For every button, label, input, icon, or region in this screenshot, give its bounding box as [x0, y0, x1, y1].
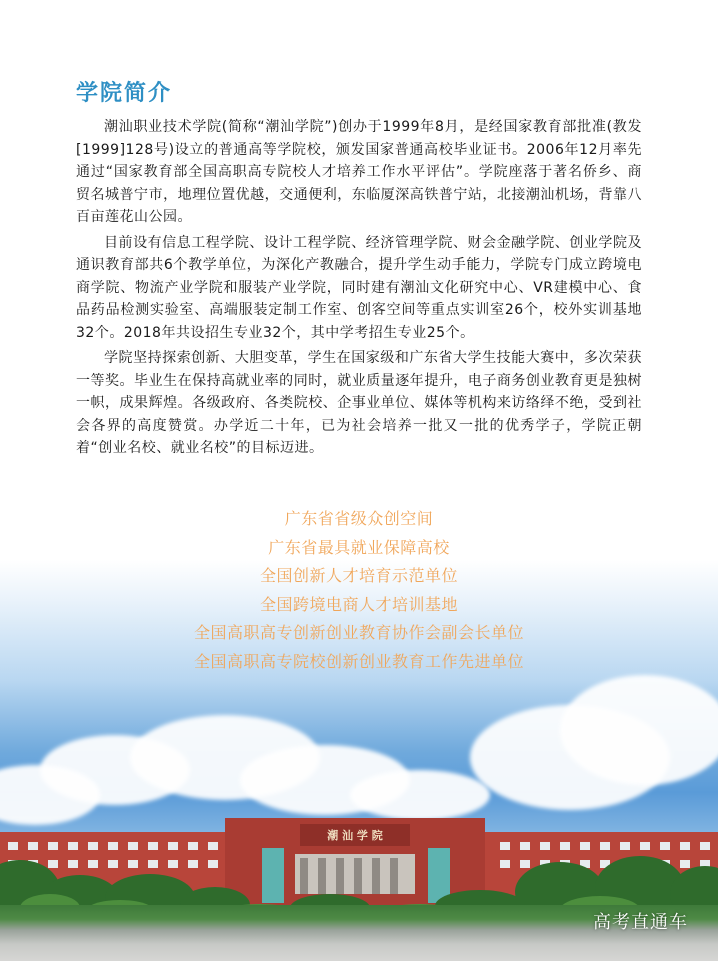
introduction-text [76, 116, 642, 463]
honor-item: 全国高职高专创新创业教育协作会副会长单位 [193, 623, 524, 642]
cloud [560, 675, 718, 785]
watermark: 高考直通车 [593, 912, 688, 933]
honor-item: 全国跨境电商人才培训基地 [259, 594, 458, 614]
honor-item: 广东省省级众创空间 [284, 509, 434, 528]
honor-item: 广东省最具就业保障高校 [268, 537, 450, 557]
cloud [350, 770, 490, 820]
page-title: 学院简介 [76, 81, 173, 106]
building-sign: 潮 汕 学 院 [327, 829, 383, 842]
paragraph: 潮汕职业技术学院(简称“潮汕学院”)创办于1999年8月，是经国家教育部批准(教发[1999]128号)设立的普通高等学院校，颁发国家普通高校毕业证书。2006年12月率先通过“国家教育部全国高职高专院校人才培养工作水平评估”。学院座落于著名侨乡、商贸名城普宁市，地理位置优越，交通便利，东临厦深高铁普宁站，北接潮汕机场，背靠八百亩莲花山公园。 [76, 119, 642, 225]
honor-item: 全国创新人才培育示范单位 [259, 566, 458, 585]
paragraph: 学院坚持探索创新、大胆变革，学生在国家级和广东省大学生技能大赛中，多次荣获一等奖。毕业生在保持高就业率的同时，就业质量逐年提升，电子商务创业教育更是独树一帜，成果辉煌。各级政府、各类院校、企事业单位、媒体等机构来访络绎不绝，受到社会各界的高度赞赏。办学近二十年，已为社会培养一批又一批的优秀学子，学院正朝着“创业名校、就业名校”的目标迈进。 [76, 350, 642, 456]
honors-list [0, 505, 718, 676]
honor-item: 全国高职高专院校创新创业教育工作先进单位 [193, 651, 524, 671]
paragraph: 目前设有信息工程学院、设计工程学院、经济管理学院、财会金融学院、创业学院及通识教育部共6个教学单位，为深化产教融合，提升学生动手能力，学院专门成立跨境电商学院、物流产业学院和服装产业学院，同时建有潮汕文化研究中心、VR建模中心、食品药品检测实验室、高端服装定制工作室、创客空间等重点实训室26个，校外实训基地32个。2018年共设招生专业32个，其中学考招生专业25个。 [76, 234, 642, 341]
